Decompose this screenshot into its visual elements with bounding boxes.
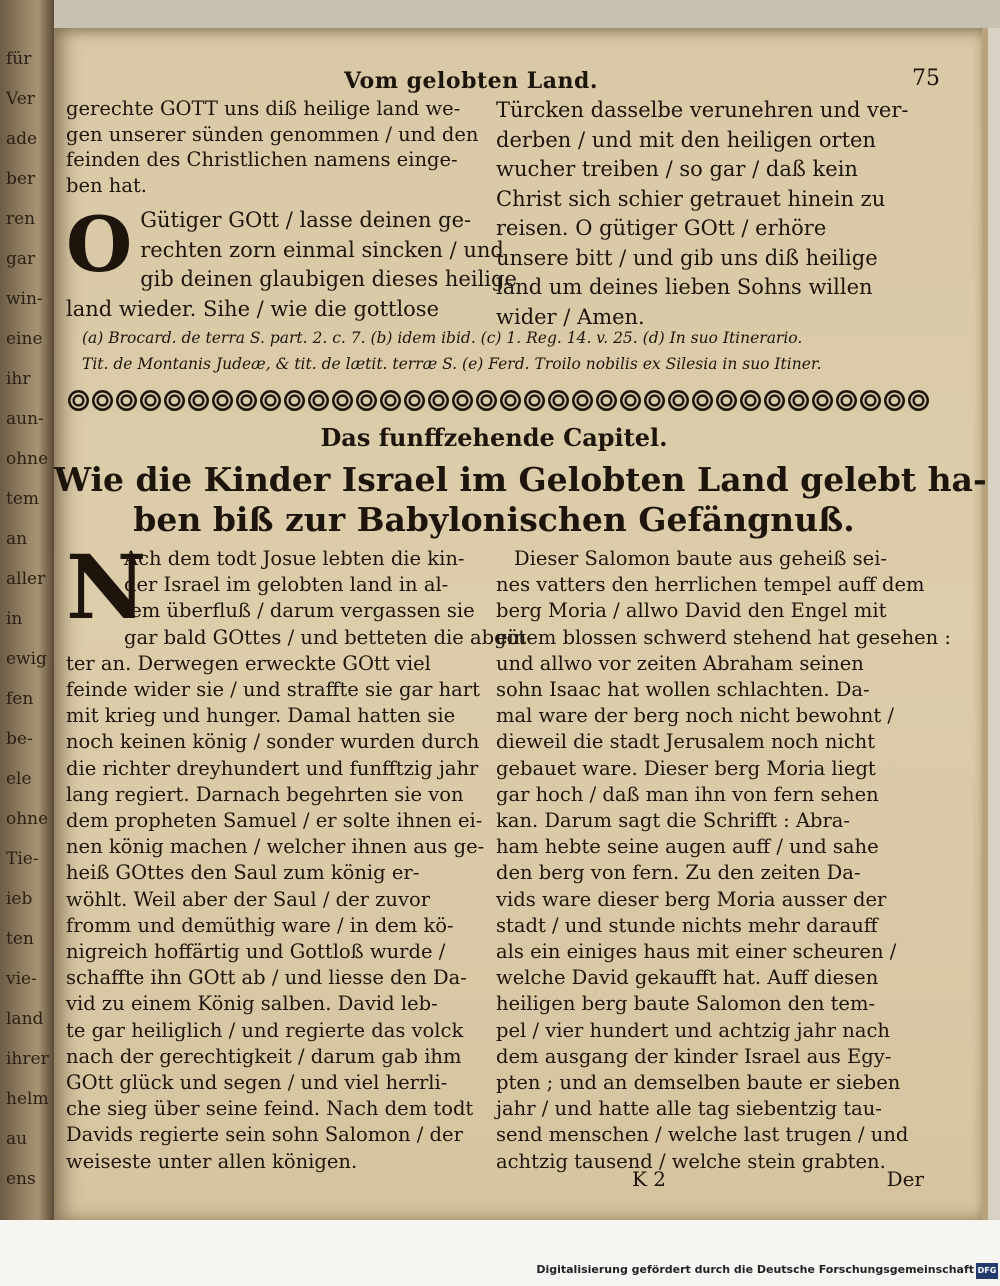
text-line: land wieder. Sihe / wie die gottlose [66, 296, 440, 321]
ornament-rosette [788, 390, 809, 411]
chapter-title-line: ben biß zur Babylonischen Gefängnuß. [133, 500, 855, 539]
text-line: Davids regierte sein sohn Salomon / der [66, 1123, 463, 1147]
top-left-column [66, 96, 517, 324]
text-line: berg Moria / allwo David den Engel mit [496, 599, 887, 623]
book-page [54, 28, 988, 1220]
ornament-rosette [308, 390, 329, 411]
facing-page-fragment: für [6, 49, 32, 69]
facing-page-fragment: Ver [6, 89, 35, 109]
text-line: gar hoch / daß man ihn von fern sehen [496, 782, 879, 806]
ornament-rosette [716, 390, 737, 411]
facing-page-fragment: ieb [6, 889, 33, 909]
text-line: Christ sich schier getrauet hinein zu [496, 186, 886, 211]
text-line: pten ; und an demselben baute er sieben [496, 1071, 901, 1095]
ornament-rosette [116, 390, 137, 411]
text-line: noch keinen könig / sonder wurden durch [66, 730, 480, 754]
text-line: Dieser Salomon baute aus geheiß sei- [514, 547, 888, 570]
continued-text [66, 96, 478, 198]
ornament-rosette [476, 390, 497, 411]
body-left-column [66, 535, 533, 1175]
text-line: und allwo vor zeiten Abraham seinen [496, 651, 864, 675]
body-right-column [496, 546, 951, 1175]
text-line: rechten zorn einmal sincken / und [140, 237, 504, 262]
ornament-rosette [212, 390, 233, 411]
ornament-rosette [884, 390, 905, 411]
text-line: wöhlt. Weil aber der Saul / der zuvor [66, 887, 431, 911]
text-line: dem ausgang der kinder Israel aus Egy- [496, 1044, 892, 1068]
text-line: che sieg über seine feind. Nach dem todt [66, 1097, 474, 1121]
text-line: nach der gerechtigkeit / darum gab ihm [66, 1044, 462, 1068]
ornament-rosette [284, 390, 305, 411]
prayer-initial: O [66, 200, 133, 290]
facing-page-fragment: ten [6, 929, 34, 949]
text-line: dem propheten Samuel / er solte ihnen ei- [66, 809, 483, 833]
text-line: vid zu einem König salben. David leb- [66, 992, 438, 1016]
text-line: weiseste unter allen königen. [66, 1149, 358, 1173]
ornament-rosette [500, 390, 521, 411]
text-line: schaffte ihn GOtt ab / und liesse den Da- [66, 966, 467, 990]
ornament-rosette [548, 390, 569, 411]
chapter-title-line: Wie die Kinder Israel im Gelobten Land gelebt ha- [54, 460, 987, 499]
text-line: unsere bitt / und gib uns diß heilige [496, 245, 878, 270]
footnote-line: (a) Brocard. de terra S. part. 2. c. 7. (b) idem ibid. (c) 1. Reg. 14. v. 25. (d) In suo Itinerario. [82, 329, 803, 347]
text-line: Ach dem todt Josue lebten die kin- [124, 547, 465, 570]
ornament-rosette [764, 390, 785, 411]
text-line: gebauet ware. Dieser berg Moria liegt [496, 756, 876, 780]
text-line: heiligen berg baute Salomon den tem- [496, 992, 876, 1016]
facing-page-fragment: aun- [6, 409, 44, 429]
text-line: nigreich hoffärtig und Gottloß wurde / [66, 940, 446, 964]
footnote-line: Tit. de Montanis Judeæ, & tit. de lætit. terræ S. (e) Ferd. Troilo nobilis ex Silesia in suo Itiner. [82, 355, 822, 373]
text-line: einem blossen schwerd stehend hat gesehen : [496, 625, 951, 649]
facing-page-fragment: ohne [6, 449, 49, 469]
text-line: den berg von fern. Zu den zeiten Da- [496, 861, 861, 885]
text-line: mit krieg und hunger. Damal hatten sie [66, 704, 456, 728]
facing-page-fragment: fen [6, 689, 34, 709]
facing-page-fragment: an [6, 529, 28, 549]
text-line: ben hat. [66, 173, 147, 197]
text-line: welche David gekaufft hat. Auff diesen [496, 966, 879, 990]
ornament-rosette [860, 390, 881, 411]
ornament-rosette [140, 390, 161, 411]
text-line: gib deinen glaubigen dieses heilige [140, 267, 517, 292]
text-line: als ein einiges haus mit einer scheuren / [496, 940, 897, 964]
facing-page-fragment: tem [6, 489, 40, 509]
facing-page-fragment: land [6, 1009, 44, 1029]
ornament-rosette [692, 390, 713, 411]
text-line: send menschen / welche last trugen / und [496, 1123, 909, 1147]
ornament-rosette [380, 390, 401, 411]
scan-background-top [54, 0, 1000, 28]
text-line: achtzig tausend / welche stein grabten. [496, 1149, 886, 1173]
text-line: die richter dreyhundert und funfftzig jahr [66, 756, 479, 780]
dfg-logo: DFG [976, 1263, 998, 1279]
chapter-heading: Das funffzehende Capitel. [320, 423, 668, 452]
page-number: 75 [912, 66, 940, 91]
text-line: Gütiger GOtt / lasse deinen ge- [140, 208, 472, 233]
facing-page-fragment: ren [6, 209, 36, 229]
facing-page-fragment: ens [6, 1169, 36, 1189]
facing-page-fragment: helm [6, 1089, 49, 1109]
text-line: wucher treiben / so gar / daß kein [496, 157, 858, 181]
ornament-rosette [572, 390, 593, 411]
ornament-rosette [428, 390, 449, 411]
facing-page-fragment: ohne [6, 809, 49, 829]
prayer-paragraph [66, 200, 517, 324]
facing-page-fragment: ele [6, 769, 32, 789]
running-head: Vom gelobten Land. [344, 68, 599, 94]
text-line: feinde wider sie / und straffte sie gar hart [66, 678, 480, 702]
facing-page-fragment: win- [6, 289, 43, 309]
text-line: mal ware der berg noch nicht bewohnt / [496, 704, 894, 728]
text-line: fromm und demüthig ware / in dem kö- [66, 913, 454, 937]
ornament-rosette [524, 390, 545, 411]
ornament-rosette [452, 390, 473, 411]
ornament-rosette [164, 390, 185, 411]
facing-page-fragment: in [6, 609, 23, 629]
ornament-rosette [332, 390, 353, 411]
ornament-rosette [740, 390, 761, 411]
ornament-rosette [236, 390, 257, 411]
ornament-rosette [644, 390, 665, 411]
facing-page-fragment: ihrer [6, 1049, 49, 1069]
text-line: ham hebte seine augen auff / und sahe [496, 835, 879, 859]
text-line: sohn Isaac hat wollen schlachten. Da- [496, 678, 870, 702]
facing-page-fragment: aller [6, 569, 46, 589]
text-line: gerechte GOTT uns diß heilige land we- [66, 97, 461, 120]
ornament-rosette [356, 390, 377, 411]
ornament-rosette [260, 390, 281, 411]
facing-page-fragment: Tie- [6, 849, 39, 869]
text-line: gar bald GOttes / und betteten die abgöt- [124, 625, 533, 649]
text-line: feinden des Christlichen namens einge- [66, 148, 458, 172]
text-line: Türcken dasselbe verunehren und ver- [496, 98, 909, 122]
text-line: ter an. Derwegen erweckte GOtt viel [66, 651, 431, 675]
text-line: reisen. O gütiger GOtt / erhöre [496, 216, 827, 240]
ornament-rosette [908, 390, 929, 411]
text-line: pel / vier hundert und achtzig jahr nach [496, 1018, 890, 1042]
text-line: dieweil die stadt Jerusalem noch nicht [496, 730, 876, 754]
text-line: jahr / und hatte alle tag siebentzig tau- [496, 1097, 882, 1121]
facing-page-fragment: ber [6, 169, 36, 189]
text-line: derben / und mit den heiligen orten [496, 127, 876, 152]
ornament-rosette [68, 390, 89, 411]
text-line: der Israel im gelobten land in al- [124, 573, 449, 597]
ornament-rosette [188, 390, 209, 411]
text-line: stadt / und stunde nichts mehr darauff [496, 913, 878, 937]
catchword: Der [886, 1167, 924, 1191]
facing-page-fragment: ade [6, 129, 38, 149]
footnotes [82, 325, 942, 377]
facing-page-fragment: ihr [6, 369, 31, 389]
facing-page-fragment: gar [6, 249, 36, 269]
digitization-notice: Digitalisierung gefördert durch die Deutsche Forschungsgemeinschaft [536, 1263, 974, 1276]
ornament-rosette [812, 390, 833, 411]
text-line: GOtt glück und segen / und viel herrli- [66, 1071, 448, 1095]
signature-mark: K 2 [632, 1167, 667, 1191]
text-line: wider / Amen. [496, 304, 645, 329]
digitization-footer [0, 1220, 1000, 1286]
top-right-column [496, 96, 936, 332]
text-line: lem überfluß / darum vergassen sie [124, 599, 475, 623]
text-line: te gar heiliglich / und regierte das volck [66, 1018, 464, 1042]
ornamental-divider [68, 390, 934, 418]
text-line: lang regiert. Darnach begehrten sie von [66, 782, 464, 806]
text-line: kan. Darum sagt die Schrifft : Abra- [496, 809, 850, 833]
text-line: land um deines lieben Sohns willen [496, 275, 873, 299]
drop-cap: N [66, 535, 147, 639]
facing-page-fragment: eine [6, 329, 43, 349]
ornament-rosette [92, 390, 113, 411]
facing-page-edge [0, 0, 54, 1220]
ornament-rosette [596, 390, 617, 411]
ornament-rosette [668, 390, 689, 411]
facing-page-fragment: vie- [6, 969, 37, 989]
text-line: gen unserer sünden genommen / und den [66, 122, 479, 146]
facing-page-fragment: ewig [6, 649, 47, 669]
facing-page-fragment: au [6, 1129, 28, 1149]
ornament-rosette [404, 390, 425, 411]
facing-page-fragment: be- [6, 729, 33, 749]
text-line: nes vatters den herrlichen tempel auff dem [496, 573, 925, 597]
text-line: vids ware dieser berg Moria ausser der [496, 887, 887, 911]
chapter-title [54, 460, 987, 540]
text-line: heiß GOttes den Saul zum könig er- [66, 861, 420, 885]
ornament-rosette [836, 390, 857, 411]
ornament-rosette [620, 390, 641, 411]
text-line: nen könig machen / welcher ihnen aus ge- [66, 835, 485, 859]
